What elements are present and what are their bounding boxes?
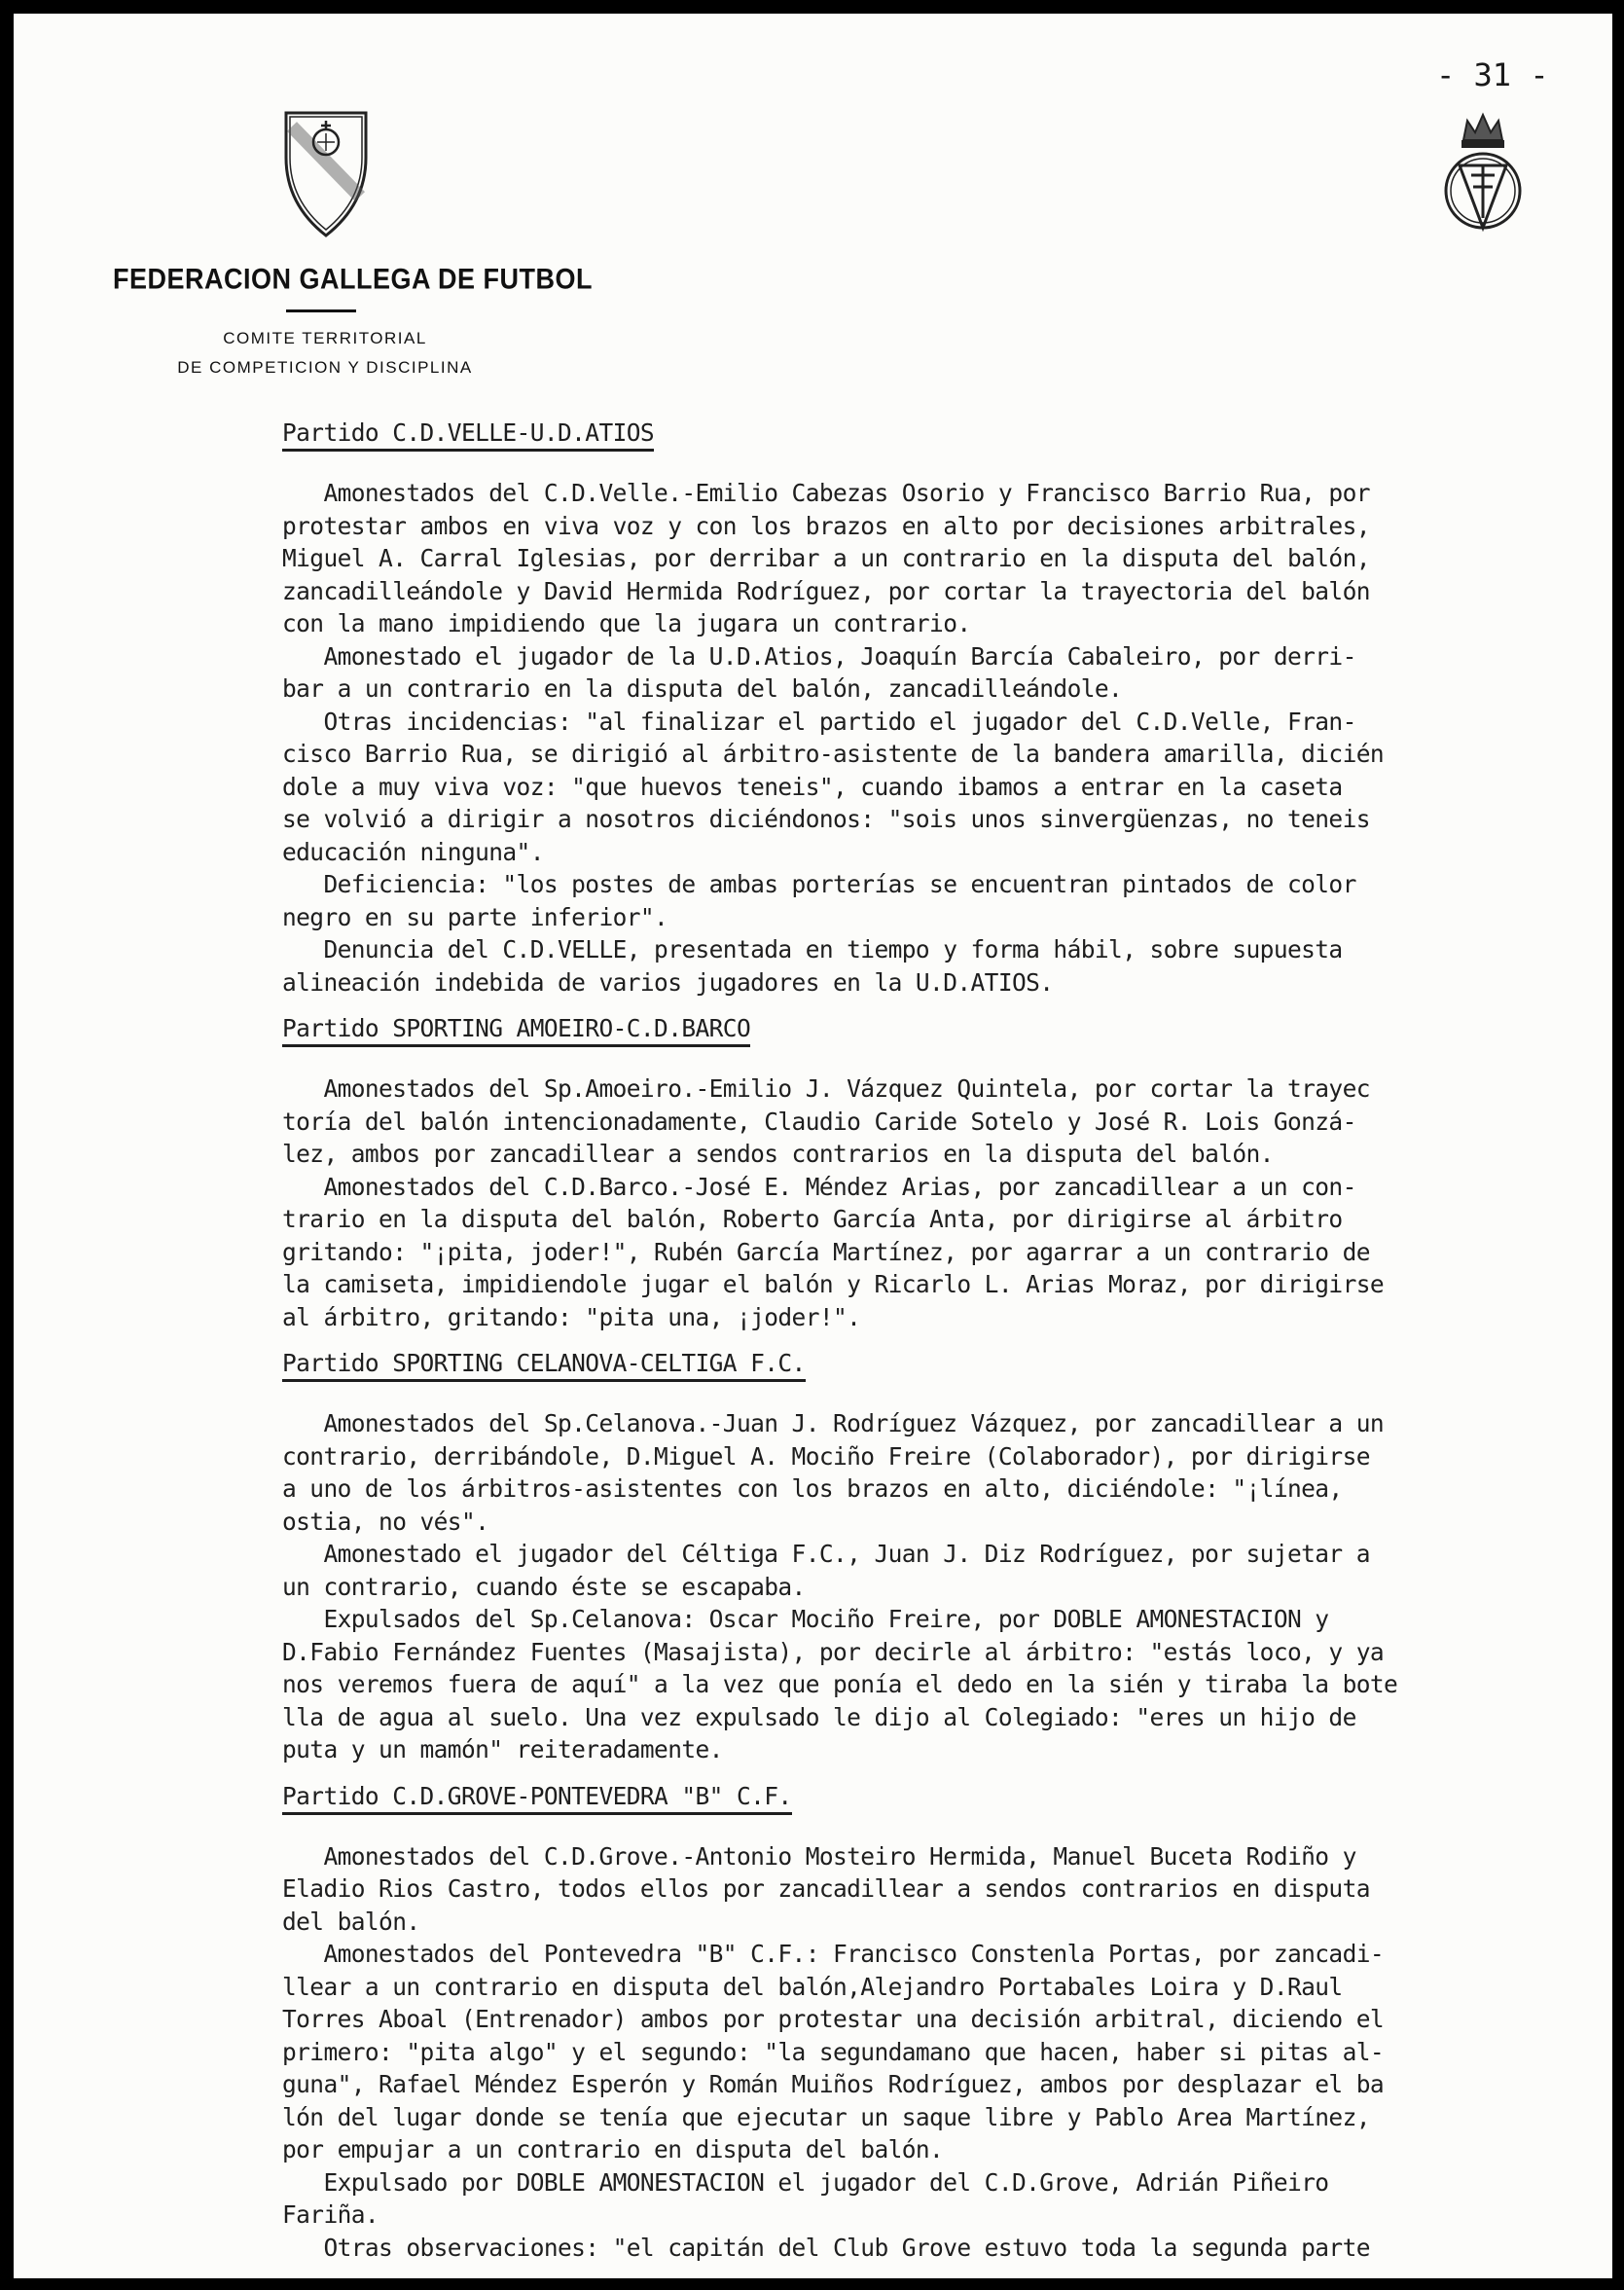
match-section [282,1012,1600,1333]
committee-name-line-1: COMITE TERRITORIAL [223,329,427,347]
match-section [282,1780,1600,2265]
document-page [14,14,1612,2278]
paragraph: Amonestado el jugador del Céltiga F.C., Juan J. Diz Rodríguez, por sujetar a un contrario, cuando éste se escapaba. [282,1540,1370,1601]
page-number: - 31 - [1436,56,1549,93]
letterhead-divider [286,309,356,312]
paragraph: Amonestados del C.D.Barco.-José E. Méndez Arias, por zancadillear a un con- trario en la disputa del balón, Roberto García Anta, por dirigirse al árbitro gritando: "¡pita, joder!", Rubén García Martínez, por agarrar a un contrario de la camiseta, impidiendole jugar el balón y Ricarlo L. Arias Moraz, por dirigirse al árbitro, gritando: "pita una, ¡joder!". [282,1172,1385,1331]
federation-name: FEDERACION GALLEGA DE FUTBOL [113,263,593,295]
match-heading: Partido SPORTING AMOEIRO-C.D.BARCO [282,1012,750,1047]
match-section [282,1347,1600,1766]
paragraph: Amonestados del Pontevedra "B" C.F.: Francisco Constenla Portas, por zancadi- llear a un contrario en disputa del balón,Alejandro Portabales Loira y D.Raul Torres Aboal (Entrenador) ambos por protestar una decisión arbitral, diciendo el primero: "pita algo" y el segundo: "la segundamano que hacen, haber si pitas al- guna", Rafael Méndez Esperón y Román Muiños Rodríguez, ambos por desplazar el ba lón del lugar donde se tenía que ejecutar un saque libre y Pablo Area Martínez, por empujar a un contrario en disputa del balón. [282,1940,1385,2163]
federation-crown-crest [1438,103,1528,236]
match-heading: Partido C.D.VELLE-U.D.ATIOS [282,417,654,452]
match-heading: Partido C.D.GROVE-PONTEVEDRA "B" C.F. [282,1780,792,1815]
paragraph: Otras incidencias: "al finalizar el partido el jugador del C.D.Velle, Fran- cisco Barrio Rua, se dirigió al árbitro-asistente de la bandera amarilla, dicién dole a muy viva voz: "que huevos teneis", cuando ibamos a entrar en la caseta se volvió a dirigir a nosotros diciéndonos: "sois unos sinvergüenzas, no teneis educación ninguna". [282,707,1385,866]
paragraph: Amonestado el jugador de la U.D.Atios, Joaquín Barcía Cabaleiro, por derri- bar a un contrario en la disputa del balón, zancadilleándole. [282,641,1356,703]
paragraph: Amonestados del C.D.Grove.-Antonio Mosteiro Hermida, Manuel Buceta Rodiño y Eladio Rios Castro, todos ellos por zancadillear a sendos contrarios en disputa del balón. [282,1841,1370,1936]
document-body [282,417,1600,2277]
match-heading: Partido SPORTING CELANOVA-CELTIGA F.C. [282,1347,806,1382]
paragraph: Expulsados del Sp.Celanova: Oscar Mociño Freire, por DOBLE AMONESTACION y D.Fabio Fernández Fuentes (Masajista), por decirle al árbitro: "estás loco, y ya nos veremos fuera de aquí" a la vez que ponía el dedo en la sién y tiraba la bote lla de agua al suelo. Una vez expulsado le dijo al Colegiado: "eres un hijo de puta y un mamón" reiteradamente. [282,1605,1398,1763]
paragraph: Deficiencia: "los postes de ambas porterías se encuentran pintados de color negro en su parte inferior". [282,870,1356,931]
paragraph: Amonestados del C.D.Velle.-Emilio Cabezas Osorio y Francisco Barrio Rua, por protestar ambos en viva voz y con los brazos en alto por decisiones arbitrales, Miguel A. Carral Iglesias, por derribar a un contrario en la disputa del balón, zancadilleándole y David Hermida Rodríguez, por cortar la trayectoria del balón con la mano impidiendo que la jugara un contrario. [282,479,1370,637]
paragraph: Denuncia del C.D.VELLE, presentada en tiempo y forma hábil, sobre supuesta alineación indebida de varios jugadores en la U.D.ATIOS. [282,935,1343,997]
paragraph: Otras observaciones: "el capitán del Club Grove estuvo toda la segunda parte [282,2233,1370,2262]
paragraph: Amonestados del Sp.Amoeiro.-Emilio J. Vázquez Quintela, por cortar la trayec toría del balón intencionadamente, Claudio Caride Sotelo y José R. Lois Gonzá- lez, ambos por zancadillear a sendos contrarios en la disputa del balón. [282,1074,1370,1168]
paragraph: Expulsado por DOBLE AMONESTACION el jugador del C.D.Grove, Adrián Piñeiro Fariña. [282,2167,1329,2229]
federation-shield-logo [282,107,370,239]
committee-name-line-2: DE COMPETICION Y DISCIPLINA [177,358,473,377]
match-section [282,417,1600,999]
paragraph: Amonestados del Sp.Celanova.-Juan J. Rodríguez Vázquez, por zancadillear a un contrario, derribándole, D.Miguel A. Mociño Freire (Colaborador), por dirigirse a uno de los árbitros-asistentes con los brazos en alto, diciéndole: "¡línea, ostia, no vés". [282,1409,1385,1536]
